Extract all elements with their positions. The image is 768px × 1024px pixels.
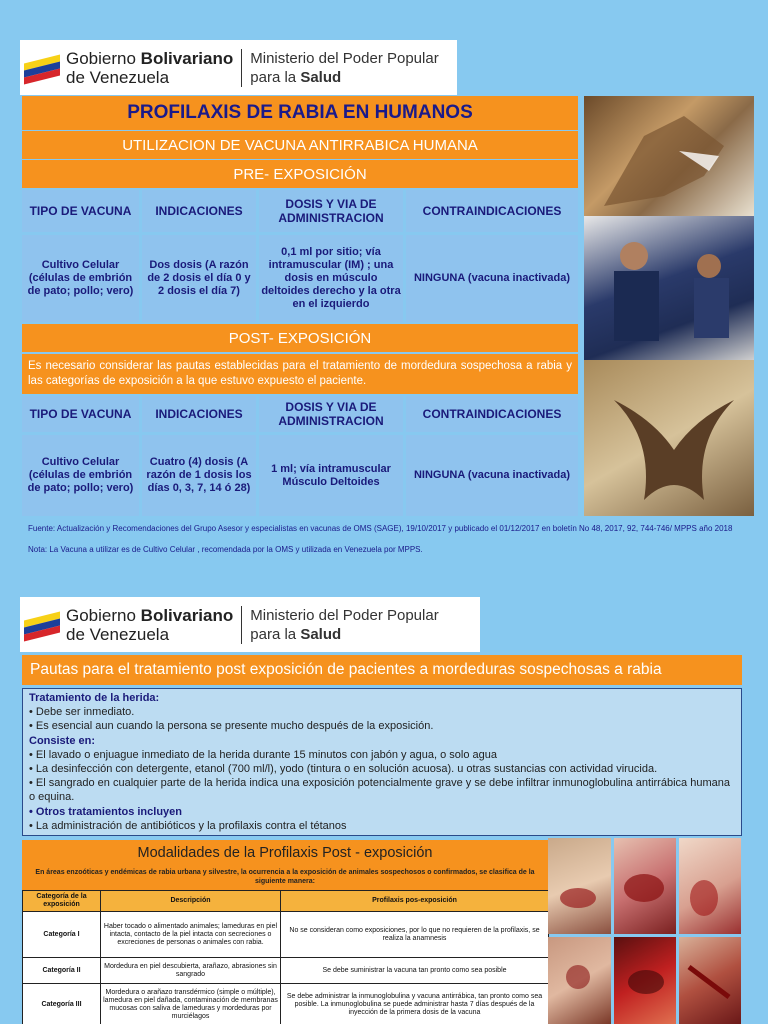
dog-photo xyxy=(584,96,754,216)
cat-2-desc: Mordedura en piel descubierta, arañazo, abrasiones sin sangrado xyxy=(101,958,281,984)
source-note: Fuente: Actualización y Recomendaciones del Grupo Asesor y especialistas en vacunas de OMS (SAGE), 19/10/2017 y publicado el 01/12/2017 en boletín No 48, 2017, 92, 744-746/ MPPS año 2018 xyxy=(28,524,733,533)
header-tipo-2: TIPO DE VACUNA xyxy=(22,396,139,432)
pre-table xyxy=(22,190,578,322)
tratamiento-lines xyxy=(29,691,735,833)
header-contraindicaciones-2: CONTRAINDICACIONES xyxy=(406,396,578,432)
pre-dosis: 0,1 ml por sitio; vía intramuscular (IM) ; una dosis en músculo deltoides derecho y la otra en el izquierdo xyxy=(259,235,403,322)
header-dosis-2: DOSIS Y VIA DE ADMINISTRACION xyxy=(259,396,403,432)
tratamiento-line: • El sangrado en cualquier parte de la herida indica una exposición potencialmente grave y se debe infiltrar inmunoglobulina antirrábica humana o equina. xyxy=(29,777,730,804)
vaccination-photo xyxy=(584,216,754,360)
post-exposicion-heading: POST- EXPOSICIÓN xyxy=(22,324,578,352)
cat-1-prof: No se consideran como exposiciones, por lo que no requieren de la profilaxis, se realiza la anamnesis xyxy=(281,912,549,958)
wound-photo-2 xyxy=(614,838,676,934)
tratamiento-line: • La administración de antibióticos y la profilaxis contra el tétanos xyxy=(29,819,347,832)
post-tipo: Cultivo Celular (células de embrión de pato; pollo; vero) xyxy=(22,435,139,516)
logo-header-2 xyxy=(20,597,480,652)
pre-exposicion-heading: PRE- EXPOSICIÓN xyxy=(22,160,578,188)
ministerio-text: Ministerio del Poder Popular para la Salud xyxy=(250,49,439,86)
venezuela-flag-icon xyxy=(24,53,60,83)
wound-photo-3 xyxy=(679,838,741,934)
gobierno-text: Gobierno Bolivariano de Venezuela xyxy=(66,48,234,87)
post-text: Es necesario considerar las pautas establecidas para el tratamiento de mordedura sospechosa a rabia y las categorías de exposición a la que estuvo expuesto el paciente. xyxy=(22,354,578,394)
ministerio-text: Ministerio del Poder Popular para la Salud xyxy=(250,606,439,643)
nota-note: Nota: La Vacuna a utilizar es de Cultivo Celular , recomendada por la OMS y utilizada en Venezuela por MPPS. xyxy=(28,545,423,554)
post-contraindicaciones: NINGUNA (vacuna inactivada) xyxy=(406,435,578,516)
th-descripcion: Descripción xyxy=(101,891,281,912)
tratamiento-line: • La desinfección con detergente, etanol (700 ml/l), yodo (tintura o en solución acuosa). u otras sustancias con actividad virucida. xyxy=(29,763,658,776)
pautas-title: Pautas para el tratamiento post exposición de pacientes a mordeduras sospechosas a rabia xyxy=(22,655,742,685)
tratamiento-line: Tratamiento de la herida: xyxy=(29,692,160,704)
wound-photo-5 xyxy=(614,937,676,1024)
tratamiento-box xyxy=(22,688,742,836)
subtitle: UTILIZACION DE VACUNA ANTIRRABICA HUMANA xyxy=(22,131,578,159)
header-tipo: TIPO DE VACUNA xyxy=(22,190,139,232)
pre-indicaciones: Dos dosis (A razón de 2 dosis el día 0 y 2 dosis el día 7) xyxy=(142,235,256,322)
wound-photo-1 xyxy=(548,838,611,934)
tratamiento-line: • Es esencial aun cuando la persona se presente mucho después de la exposición. xyxy=(29,720,434,733)
post-indicaciones: Cuatro (4) dosis (A razón de 1 dosis los días 0, 3, 7, 14 ó 28) xyxy=(142,435,256,516)
modalidades-intro: En áreas enzoóticas y endémicas de rabia urbana y silvestre, la ocurrencia a la exposición de animales sospechosos o confirmados, se clasifica de la siguiente manera: xyxy=(22,866,548,890)
modalidades-title: Modalidades de la Profilaxis Post - exposición xyxy=(22,840,548,866)
header-contraindicaciones: CONTRAINDICACIONES xyxy=(406,190,578,232)
header-indicaciones: INDICACIONES xyxy=(142,190,256,232)
categorias-table xyxy=(22,890,549,1024)
th-profilaxis: Profilaxis pos-exposición xyxy=(281,891,549,912)
wound-photo-4 xyxy=(548,937,611,1024)
cat-3: Categoría III xyxy=(23,984,101,1024)
tratamiento-line: • Debe ser inmediato. xyxy=(29,706,135,719)
logo-header-1 xyxy=(20,40,457,95)
modalidades-section xyxy=(22,840,548,1024)
th-categoria: Categoría de la exposición xyxy=(23,891,101,912)
cat-1-desc: Haber tocado o alimentado animales; lameduras en piel intacta, contacto de la piel intacta con secreciones o excreciones de personas o animales con rabia. xyxy=(101,912,281,958)
cat-1: Categoría I xyxy=(23,912,101,958)
cat-3-prof: Se debe administrar la inmunoglobulina y vacuna antirrábica, tan pronto como sea posible. La inmunoglobulina se puede administrar hasta 7 días después de la inyección de la primera dosis de la vacuna xyxy=(281,984,549,1024)
gobierno-text: Gobierno Bolivariano de Venezuela xyxy=(66,605,234,644)
tratamiento-line: • Otros tratamientos incluyen xyxy=(29,805,182,818)
tratamiento-line: • El lavado o enjuague inmediato de la herida durante 15 minutos con jabón y agua, o solo agua xyxy=(29,748,498,761)
post-table xyxy=(22,396,578,516)
tratamiento-line: Consiste en: xyxy=(29,734,96,747)
header-dosis: DOSIS Y VIA DE ADMINISTRACION xyxy=(259,190,403,232)
cat-2-prof: Se debe suministrar la vacuna tan pronto como sea posible xyxy=(281,958,549,984)
pre-contraindicaciones: NINGUNA (vacuna inactivada) xyxy=(406,235,578,322)
cat-2: Categoría II xyxy=(23,958,101,984)
header-indicaciones-2: INDICACIONES xyxy=(142,396,256,432)
venezuela-flag-icon xyxy=(24,610,60,640)
bat-photo xyxy=(584,360,754,516)
cat-3-desc: Mordedura o arañazo transdérmico (simple o múltiple), lamedura en piel dañada, contaminación de membranas mucosas con saliva de lameduras y mordeduras por murciélagos xyxy=(101,984,281,1024)
post-dosis: 1 ml; vía intramuscular Músculo Deltoides xyxy=(259,435,403,516)
page-title: PROFILAXIS DE RABIA EN HUMANOS xyxy=(22,96,578,130)
wound-photo-6 xyxy=(679,937,741,1024)
pre-tipo: Cultivo Celular (células de embrión de pato; pollo; vero) xyxy=(22,235,139,322)
